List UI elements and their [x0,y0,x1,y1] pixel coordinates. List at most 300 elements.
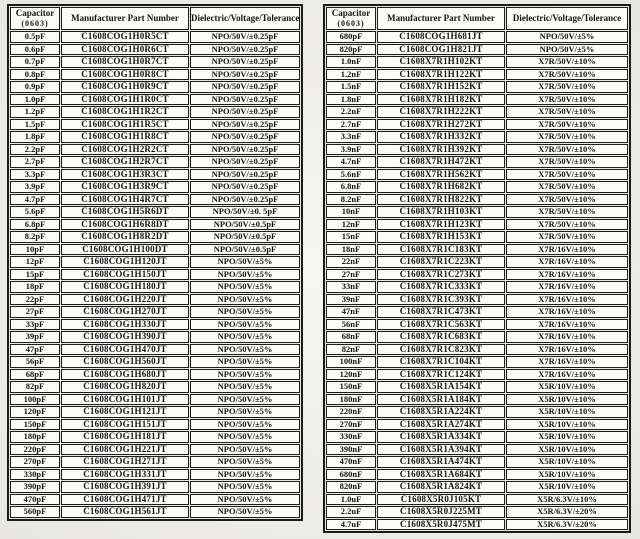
table-row [10,219,300,231]
capacitance-value-cell: 12pF [10,256,60,268]
part-number-cell: C1608COG1H391JT [61,481,189,493]
part-number-cell: C1608X7R1H682KT [377,181,505,193]
dielectric-voltage-tolerance-cell: X7R/16V/±10% [506,269,628,281]
table-row [326,231,628,243]
column-header-capacitor [326,7,376,30]
part-number-cell: C1608COG1H6R8DT [61,219,189,231]
part-number-cell: C1608COG1H101JT [61,394,189,406]
part-number-cell: C1608X7R1H822KT [377,194,505,206]
capacitance-value-cell: 10pF [10,244,60,256]
part-number-cell: C1608COG1H4R7CT [61,194,189,206]
dielectric-voltage-tolerance-cell: NPO/50V/±5% [190,344,300,356]
capacitance-value-cell: 390pF [10,481,60,493]
table-row [326,44,628,56]
dielectric-voltage-tolerance-cell: X5R/10V/±10% [506,406,628,418]
table-row [10,156,300,168]
part-number-cell: C1608COG1H100DT [61,244,189,256]
column-header-capacitor-size: (0603) [337,19,365,28]
dielectric-voltage-tolerance-cell: NPO/50V/±0.25pF [190,56,300,68]
dielectric-voltage-tolerance-cell: NPO/50V/±5% [190,506,300,518]
dielectric-voltage-tolerance-cell: X7R/16V/±10% [506,319,628,331]
table-row [10,94,300,106]
dielectric-voltage-tolerance-cell: NPO/50V/±5% [190,444,300,456]
dielectric-voltage-tolerance-cell: X7R/50V/±10% [506,181,628,193]
table-row [326,219,628,231]
capacitance-value-cell: 2.7pF [10,156,60,168]
capacitance-value-cell: 1.0uF [326,494,376,506]
column-header-dielectric: Dielectric/Voltage/Tolerance [506,7,628,30]
table-row [326,331,628,343]
column-header-part-number: Manufacturer Part Number [61,7,189,30]
dielectric-voltage-tolerance-cell: X7R/50V/±10% [506,169,628,181]
table-row [326,169,628,181]
capacitance-value-cell: 2.2nF [326,106,376,118]
capacitance-value-cell: 220nF [326,406,376,418]
dielectric-voltage-tolerance-cell: X7R/50V/±10% [506,194,628,206]
dielectric-voltage-tolerance-cell: NPO/50V/±5% [190,469,300,481]
capacitor-table-right [323,4,631,533]
part-number-cell: C1608X7R1C333KT [377,281,505,293]
table-row [326,444,628,456]
dielectric-voltage-tolerance-cell: NPO/50V/±5% [190,369,300,381]
dielectric-voltage-tolerance-cell: NPO/50V/±5% [190,306,300,318]
table-row [326,431,628,443]
column-header-part-number: Manufacturer Part Number [377,7,505,30]
table-row [326,481,628,493]
dielectric-voltage-tolerance-cell: X7R/16V/±10% [506,294,628,306]
column-header-capacitor [10,7,60,30]
capacitance-value-cell: 1.2nF [326,69,376,81]
capacitance-value-cell: 2.7nF [326,119,376,131]
table-row [10,469,300,481]
table-row [326,31,628,43]
capacitance-value-cell: 0.7pF [10,56,60,68]
capacitance-value-cell: 470pF [10,494,60,506]
table-row [326,419,628,431]
table-row [10,44,300,56]
part-number-cell: C1608X5R0J225MT [377,506,505,518]
table-row [326,369,628,381]
dielectric-voltage-tolerance-cell: X7R/50V/±10% [506,69,628,81]
capacitance-value-cell: 82nF [326,344,376,356]
table-row [10,319,300,331]
capacitance-value-cell: 680nF [326,469,376,481]
dielectric-voltage-tolerance-cell: X7R/16V/±10% [506,369,628,381]
column-header-capacitor-title: Capacitor [15,8,55,18]
part-number-cell: C1608X5R1A334KT [377,431,505,443]
table-row [10,231,300,243]
table-row [326,319,628,331]
capacitance-value-cell: 6.8nF [326,181,376,193]
capacitance-value-cell: 680pF [326,31,376,43]
capacitance-value-cell: 150pF [10,419,60,431]
capacitance-value-cell: 390nF [326,444,376,456]
dielectric-voltage-tolerance-cell: X5R/10V/±10% [506,444,628,456]
part-number-cell: C1608COG1H270JT [61,306,189,318]
dielectric-voltage-tolerance-cell: X7R/16V/±10% [506,356,628,368]
table-row [326,294,628,306]
part-number-cell: C1608X5R1A474KT [377,456,505,468]
table-row [10,306,300,318]
table-row [10,381,300,393]
part-number-cell: C1608X5R1A184KT [377,394,505,406]
table-row [10,81,300,93]
dielectric-voltage-tolerance-cell: X7R/16V/±10% [506,331,628,343]
capacitance-value-cell: 560pF [10,506,60,518]
capacitance-value-cell: 330nF [326,431,376,443]
dielectric-voltage-tolerance-cell: X5R/10V/±10% [506,419,628,431]
capacitance-value-cell: 8.2nF [326,194,376,206]
capacitance-value-cell: 10nF [326,206,376,218]
part-number-cell: C1608COG1H271JT [61,456,189,468]
part-number-cell: C1608COG1H3R3CT [61,169,189,181]
capacitance-value-cell: 0.5pF [10,31,60,43]
capacitance-value-cell: 820pF [326,44,376,56]
column-header-capacitor-size: (0603) [21,19,49,28]
part-number-cell: C1608X7R1C563KT [377,319,505,331]
table-row [10,406,300,418]
capacitance-value-cell: 39pF [10,331,60,343]
dielectric-voltage-tolerance-cell: X7R/50V/±10% [506,144,628,156]
dielectric-voltage-tolerance-cell: NPO/50V/±0.5pF [190,231,300,243]
capacitance-value-cell: 4.7pF [10,194,60,206]
part-number-cell: C1608COG1H3R9CT [61,181,189,193]
part-number-cell: C1608X7R1C273KT [377,269,505,281]
dielectric-voltage-tolerance-cell: X7R/50V/±10% [506,231,628,243]
capacitance-value-cell: 56pF [10,356,60,368]
part-number-cell: C1608X5R0J105KT [377,494,505,506]
capacitance-value-cell: 270pF [10,456,60,468]
capacitance-value-cell: 47pF [10,344,60,356]
part-number-cell: C1608X7R1H392KT [377,144,505,156]
dielectric-voltage-tolerance-cell: X7R/16V/±10% [506,244,628,256]
table-row [326,456,628,468]
table-row [10,256,300,268]
part-number-cell: C1608X7R1C223KT [377,256,505,268]
part-number-cell: C1608X7R1H272KT [377,119,505,131]
part-number-cell: C1608X7R1C124KT [377,369,505,381]
dielectric-voltage-tolerance-cell: NPO/50V/±0.25pF [190,131,300,143]
part-number-cell: C1608COG1H0R9CT [61,81,189,93]
capacitance-value-cell: 3.9nF [326,144,376,156]
dielectric-voltage-tolerance-cell: NPO/50V/±5% [190,481,300,493]
dielectric-voltage-tolerance-cell: NPO/50V/±5% [190,419,300,431]
table-row [326,381,628,393]
table-row [10,494,300,506]
part-number-cell: C1608X5R1A394KT [377,444,505,456]
dielectric-voltage-tolerance-cell: NPO/50V/±0.25pF [190,156,300,168]
dielectric-voltage-tolerance-cell: X7R/50V/±10% [506,94,628,106]
table-row [326,131,628,143]
part-number-cell: C1608COG1H561JT [61,506,189,518]
capacitance-value-cell: 56nF [326,319,376,331]
table-row [10,244,300,256]
capacitance-value-cell: 0.9pF [10,81,60,93]
part-number-cell: C1608COG1H820JT [61,381,189,393]
part-number-cell: C1608COG1H180JT [61,281,189,293]
dielectric-voltage-tolerance-cell: X5R/10V/±10% [506,431,628,443]
part-number-cell: C1608X7R1H152KT [377,81,505,93]
dielectric-voltage-tolerance-cell: NPO/50V/±5% [506,31,628,43]
capacitance-value-cell: 15pF [10,269,60,281]
part-number-cell: C1608COG1H220JT [61,294,189,306]
part-number-cell: C1608X7R1C104KT [377,356,505,368]
capacitance-value-cell: 1.5nF [326,81,376,93]
capacitance-value-cell: 27pF [10,306,60,318]
part-number-cell: C1608COG1H680JT [61,369,189,381]
dielectric-voltage-tolerance-cell: X7R/50V/±10% [506,56,628,68]
capacitance-value-cell: 180nF [326,394,376,406]
dielectric-voltage-tolerance-cell: NPO/50V/±0.25pF [190,81,300,93]
part-number-cell: C1608COG1H120JT [61,256,189,268]
dielectric-voltage-tolerance-cell: NPO/50V/±0.25pF [190,181,300,193]
capacitance-value-cell: 1.5pF [10,119,60,131]
dielectric-voltage-tolerance-cell: X5R/6.3V/±20% [506,506,628,518]
part-number-cell: C1608COG1H0R8CT [61,69,189,81]
part-number-cell: C1608COG1H681JT [377,31,505,43]
capacitance-value-cell: 68nF [326,331,376,343]
table-row [326,181,628,193]
dielectric-voltage-tolerance-cell: NPO/50V/±5% [190,356,300,368]
dielectric-voltage-tolerance-cell: NPO/50V/±5% [506,44,628,56]
dielectric-voltage-tolerance-cell: NPO/50V/±0. 5pF [190,206,300,218]
table-row [326,394,628,406]
capacitance-value-cell: 3.9pF [10,181,60,193]
capacitance-value-cell: 22pF [10,294,60,306]
table-row [326,56,628,68]
part-number-cell: C1608X5R0J475MT [377,519,505,531]
capacitance-value-cell: 2.2uF [326,506,376,518]
part-number-cell: C1608COG1H560JT [61,356,189,368]
table-row [326,106,628,118]
capacitance-value-cell: 3.3pF [10,169,60,181]
capacitance-value-cell: 18pF [10,281,60,293]
table-row [10,119,300,131]
part-number-cell: C1608X7R1H222KT [377,106,505,118]
table-row [10,194,300,206]
table-row [326,69,628,81]
dielectric-voltage-tolerance-cell: NPO/50V/±5% [190,319,300,331]
dielectric-voltage-tolerance-cell: NPO/50V/±5% [190,394,300,406]
part-number-cell: C1608COG1H1R8CT [61,131,189,143]
part-number-cell: C1608COG1H221JT [61,444,189,456]
capacitance-value-cell: 8.2pF [10,231,60,243]
capacitance-value-cell: 4.7nF [326,156,376,168]
table-row [10,394,300,406]
table-row [326,494,628,506]
part-number-cell: C1608COG1H121JT [61,406,189,418]
column-header-dielectric: Dielectric/Voltage/Tolerance [190,7,300,30]
capacitance-value-cell: 1.0pF [10,94,60,106]
table-row [326,81,628,93]
part-number-cell: C1608X7R1H103KT [377,206,505,218]
part-number-cell: C1608COG1H331JT [61,469,189,481]
part-number-cell: C1608X5R1A684KT [377,469,505,481]
dielectric-voltage-tolerance-cell: NPO/50V/±5% [190,269,300,281]
table-row [10,144,300,156]
dielectric-voltage-tolerance-cell: NPO/50V/±5% [190,381,300,393]
part-number-cell: C1608COG1H2R7CT [61,156,189,168]
part-number-cell: C1608X7R1C683KT [377,331,505,343]
capacitance-value-cell: 6.8pF [10,219,60,231]
table-row [10,294,300,306]
dielectric-voltage-tolerance-cell: NPO/50V/±0.25pF [190,69,300,81]
capacitance-value-cell: 12nF [326,219,376,231]
table-body-right [326,31,628,530]
table-header-row [10,7,300,30]
dielectric-voltage-tolerance-cell: NPO/50V/±0.25pF [190,119,300,131]
dielectric-voltage-tolerance-cell: X7R/16V/±10% [506,281,628,293]
dielectric-voltage-tolerance-cell: NPO/50V/±5% [190,456,300,468]
dielectric-voltage-tolerance-cell: X5R/6.3V/±20% [506,519,628,531]
dielectric-voltage-tolerance-cell: X7R/16V/±10% [506,306,628,318]
part-number-cell: C1608X7R1C183KT [377,244,505,256]
dielectric-voltage-tolerance-cell: NPO/50V/±5% [190,294,300,306]
table-row [326,306,628,318]
capacitance-value-cell: 22nF [326,256,376,268]
table-body-left [10,31,300,518]
table-row [326,256,628,268]
table-row [10,56,300,68]
capacitance-value-cell: 150nF [326,381,376,393]
part-number-cell: C1608COG1H5R6DT [61,206,189,218]
dielectric-voltage-tolerance-cell: X7R/16V/±10% [506,256,628,268]
table-row [10,206,300,218]
dielectric-voltage-tolerance-cell: NPO/50V/±5% [190,494,300,506]
table-row [326,269,628,281]
table-row [326,506,628,518]
table-row [10,31,300,43]
capacitance-value-cell: 220pF [10,444,60,456]
part-number-cell: C1608X5R1A824KT [377,481,505,493]
capacitance-value-cell: 0.8pF [10,69,60,81]
table-header-row [326,7,628,30]
table-row [326,144,628,156]
capacitance-value-cell: 180pF [10,431,60,443]
part-number-cell: C1608X7R1H122KT [377,69,505,81]
dielectric-voltage-tolerance-cell: X7R/50V/±10% [506,81,628,93]
table-row [10,344,300,356]
table-row [10,331,300,343]
part-number-cell: C1608COG1H1R5CT [61,119,189,131]
part-number-cell: C1608COG1H821JT [377,44,505,56]
part-number-cell: C1608COG1H0R7CT [61,56,189,68]
dielectric-voltage-tolerance-cell: X5R/10V/±10% [506,469,628,481]
capacitance-value-cell: 270nF [326,419,376,431]
part-number-cell: C1608X7R1H102KT [377,56,505,68]
part-number-cell: C1608COG1H8R2DT [61,231,189,243]
dielectric-voltage-tolerance-cell: NPO/50V/±0.25pF [190,106,300,118]
part-number-cell: C1608X7R1H562KT [377,169,505,181]
table-row [10,456,300,468]
table-row [326,469,628,481]
dielectric-voltage-tolerance-cell: X7R/50V/±10% [506,206,628,218]
part-number-cell: C1608X7R1H153KT [377,231,505,243]
table-row [10,356,300,368]
capacitance-value-cell: 2.2pF [10,144,60,156]
capacitance-value-cell: 5.6pF [10,206,60,218]
capacitance-value-cell: 39nF [326,294,376,306]
part-number-cell: C1608X7R1H123KT [377,219,505,231]
capacitance-value-cell: 27nF [326,269,376,281]
table-row [10,419,300,431]
table-row [326,519,628,531]
table-row [326,406,628,418]
column-header-capacitor-title: Capacitor [331,8,371,18]
part-number-cell: C1608X7R1H182KT [377,94,505,106]
part-number-cell: C1608COG1H150JT [61,269,189,281]
capacitance-value-cell: 0.6pF [10,44,60,56]
capacitance-value-cell: 1.8pF [10,131,60,143]
dielectric-voltage-tolerance-cell: X5R/10V/±10% [506,394,628,406]
capacitance-value-cell: 1.2pF [10,106,60,118]
dielectric-voltage-tolerance-cell: X7R/50V/±10% [506,119,628,131]
dielectric-voltage-tolerance-cell: X7R/50V/±10% [506,131,628,143]
capacitance-value-cell: 15nF [326,231,376,243]
dielectric-voltage-tolerance-cell: X5R/10V/±10% [506,381,628,393]
table-row [10,369,300,381]
table-row [10,106,300,118]
capacitance-value-cell: 120pF [10,406,60,418]
dielectric-voltage-tolerance-cell: NPO/50V/±0.25pF [190,169,300,181]
part-number-cell: C1608X7R1C823KT [377,344,505,356]
table-row [326,156,628,168]
part-number-cell: C1608COG1H151JT [61,419,189,431]
part-number-cell: C1608X5R1A154KT [377,381,505,393]
dielectric-voltage-tolerance-cell: NPO/50V/±0.25pF [190,144,300,156]
table-row [326,244,628,256]
capacitance-value-cell: 1.8nF [326,94,376,106]
part-number-cell: C1608COG1H390JT [61,331,189,343]
dielectric-voltage-tolerance-cell: X7R/50V/±10% [506,106,628,118]
table-row [10,181,300,193]
part-number-cell: C1608X7R1H472KT [377,156,505,168]
dielectric-voltage-tolerance-cell: NPO/50V/±5% [190,406,300,418]
table-row [326,194,628,206]
table-row [10,169,300,181]
table-row [10,444,300,456]
part-number-cell: C1608COG1H0R5CT [61,31,189,43]
capacitance-value-cell: 5.6nF [326,169,376,181]
capacitance-value-cell: 68pF [10,369,60,381]
table-row [326,281,628,293]
capacitance-value-cell: 47nF [326,306,376,318]
capacitance-value-cell: 100nF [326,356,376,368]
table-row [10,506,300,518]
dielectric-voltage-tolerance-cell: NPO/50V/±0.5pF [190,219,300,231]
table-row [10,269,300,281]
dielectric-voltage-tolerance-cell: X5R/10V/±10% [506,481,628,493]
part-number-cell: C1608X7R1H332KT [377,131,505,143]
dielectric-voltage-tolerance-cell: X7R/16V/±10% [506,344,628,356]
dielectric-voltage-tolerance-cell: NPO/50V/±0.25pF [190,94,300,106]
table-row [326,356,628,368]
capacitance-value-cell: 82pF [10,381,60,393]
capacitance-value-cell: 470nF [326,456,376,468]
capacitance-value-cell: 330pF [10,469,60,481]
table-row [326,94,628,106]
part-number-cell: C1608COG1H2R2CT [61,144,189,156]
dielectric-voltage-tolerance-cell: NPO/50V/±5% [190,256,300,268]
capacitance-value-cell: 33nF [326,281,376,293]
capacitance-value-cell: 3.3nF [326,131,376,143]
part-number-cell: C1608COG1H181JT [61,431,189,443]
dielectric-voltage-tolerance-cell: NPO/50V/±5% [190,431,300,443]
dielectric-voltage-tolerance-cell: NPO/50V/±0.5pF [190,244,300,256]
part-number-cell: C1608X7R1C473KT [377,306,505,318]
capacitance-value-cell: 120nF [326,369,376,381]
table-row [10,481,300,493]
